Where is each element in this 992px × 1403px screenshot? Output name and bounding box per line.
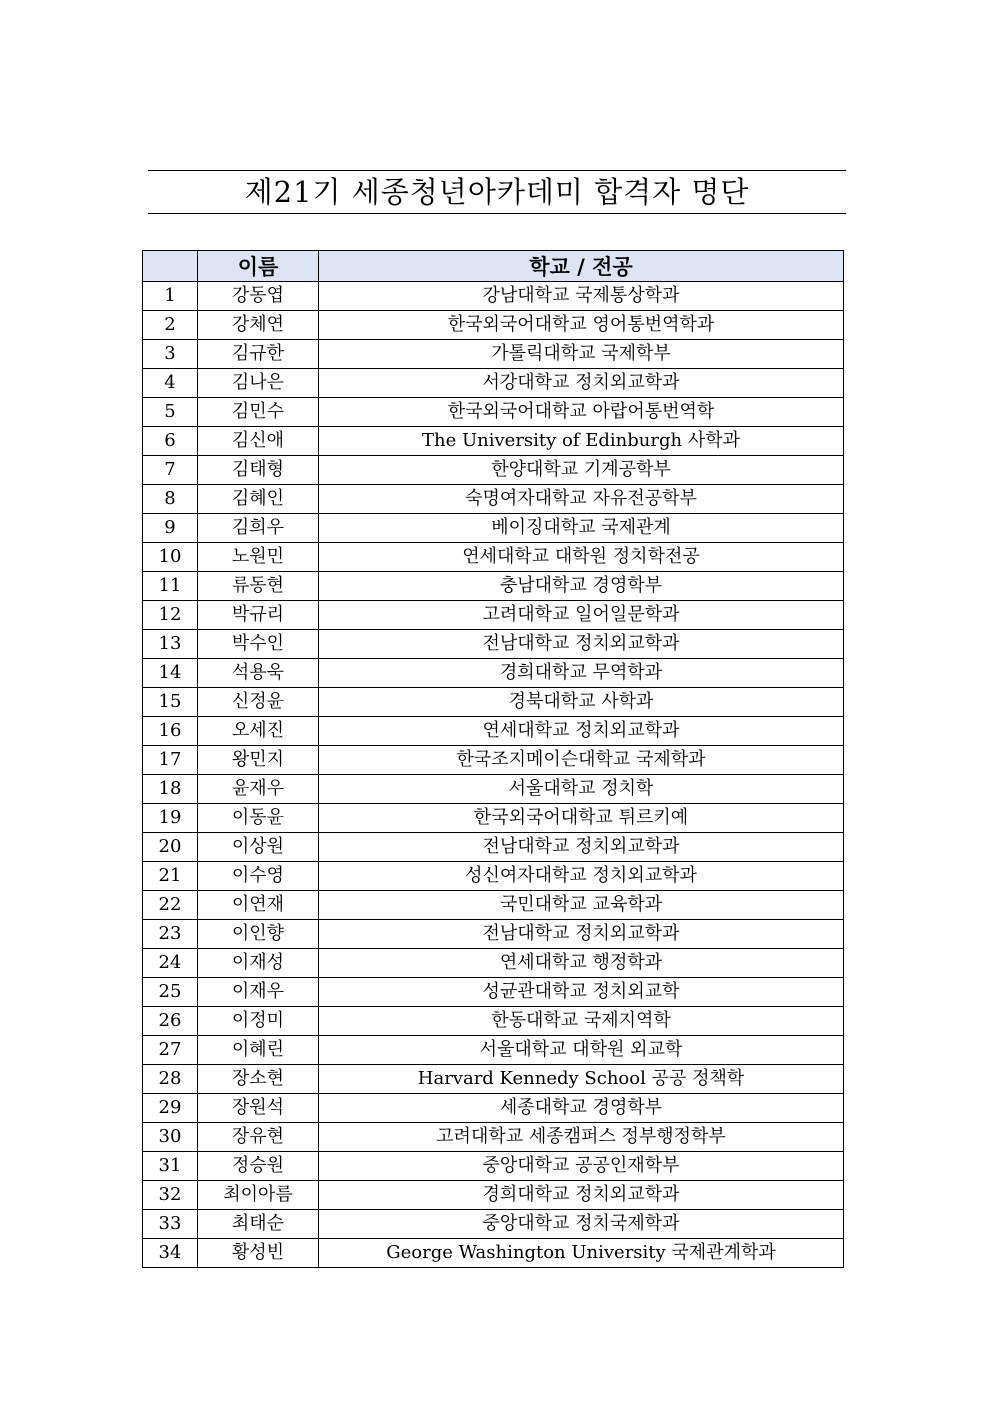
header-cell-number	[143, 251, 198, 282]
table-row	[143, 659, 844, 688]
roster-table-body	[143, 282, 844, 1268]
name-cell: 노원민	[198, 543, 319, 572]
school-major-cell: 한동대학교 국제지역학	[319, 1007, 844, 1036]
row-number-cell: 10	[143, 543, 198, 572]
table-row	[143, 1152, 844, 1181]
name-cell: 이혜린	[198, 1036, 319, 1065]
table-row	[143, 601, 844, 630]
table-row	[143, 514, 844, 543]
header-row	[143, 251, 844, 282]
row-number-cell: 5	[143, 398, 198, 427]
school-major-cell: 충남대학교 경영학부	[319, 572, 844, 601]
table-row	[143, 1210, 844, 1239]
row-number-cell: 4	[143, 369, 198, 398]
table-row	[143, 775, 844, 804]
name-cell: 이인향	[198, 920, 319, 949]
school-major-cell: 강남대학교 국제통상학과	[319, 282, 844, 311]
name-cell: 이동윤	[198, 804, 319, 833]
school-major-cell: 국민대학교 교육학과	[319, 891, 844, 920]
name-cell: 장소현	[198, 1065, 319, 1094]
school-major-cell: 숙명여자대학교 자유전공학부	[319, 485, 844, 514]
table-row	[143, 398, 844, 427]
row-number-cell: 24	[143, 949, 198, 978]
title-rule-bottom	[148, 213, 846, 214]
school-major-cell: 한국외국어대학교 아랍어통번역학	[319, 398, 844, 427]
name-cell: 왕민지	[198, 746, 319, 775]
name-cell: 김나은	[198, 369, 319, 398]
school-major-cell: 전남대학교 정치외교학과	[319, 630, 844, 659]
school-major-cell: 한국조지메이슨대학교 국제학과	[319, 746, 844, 775]
row-number-cell: 29	[143, 1094, 198, 1123]
school-major-cell: 전남대학교 정치외교학과	[319, 920, 844, 949]
row-number-cell: 1	[143, 282, 198, 311]
name-cell: 이연재	[198, 891, 319, 920]
school-major-cell: 서울대학교 정치학	[319, 775, 844, 804]
row-number-cell: 31	[143, 1152, 198, 1181]
table-row	[143, 630, 844, 659]
name-cell: 이상원	[198, 833, 319, 862]
row-number-cell: 6	[143, 427, 198, 456]
table-row	[143, 891, 844, 920]
table-row	[143, 427, 844, 456]
school-major-cell: Harvard Kennedy School 공공 정책학	[319, 1065, 844, 1094]
row-number-cell: 26	[143, 1007, 198, 1036]
school-major-cell: 중앙대학교 정치국제학과	[319, 1210, 844, 1239]
name-cell: 김민수	[198, 398, 319, 427]
school-major-cell: 연세대학교 정치외교학과	[319, 717, 844, 746]
school-major-cell: 고려대학교 세종캠퍼스 정부행정학부	[319, 1123, 844, 1152]
row-number-cell: 25	[143, 978, 198, 1007]
table-row	[143, 1181, 844, 1210]
name-cell: 강동엽	[198, 282, 319, 311]
school-major-cell: 한양대학교 기계공학부	[319, 456, 844, 485]
row-number-cell: 30	[143, 1123, 198, 1152]
table-row	[143, 1007, 844, 1036]
row-number-cell: 32	[143, 1181, 198, 1210]
name-cell: 김희우	[198, 514, 319, 543]
name-cell: 강체연	[198, 311, 319, 340]
row-number-cell: 23	[143, 920, 198, 949]
school-major-cell: 베이징대학교 국제관계	[319, 514, 844, 543]
name-cell: 황성빈	[198, 1239, 319, 1268]
row-number-cell: 12	[143, 601, 198, 630]
row-number-cell: 20	[143, 833, 198, 862]
row-number-cell: 9	[143, 514, 198, 543]
name-cell: 이재성	[198, 949, 319, 978]
row-number-cell: 22	[143, 891, 198, 920]
row-number-cell: 34	[143, 1239, 198, 1268]
row-number-cell: 18	[143, 775, 198, 804]
document-title: 제21기 세종청년아카데미 합격자 명단	[244, 175, 750, 209]
table-row	[143, 746, 844, 775]
name-cell: 이수영	[198, 862, 319, 891]
row-number-cell: 2	[143, 311, 198, 340]
table-row	[143, 456, 844, 485]
school-major-cell: 서강대학교 정치외교학과	[319, 369, 844, 398]
name-cell: 최태순	[198, 1210, 319, 1239]
table-row	[143, 978, 844, 1007]
school-major-cell: 연세대학교 행정학과	[319, 949, 844, 978]
school-major-cell: 경희대학교 정치외교학과	[319, 1181, 844, 1210]
header-cell-school: 학교 / 전공	[319, 251, 844, 282]
table-row	[143, 543, 844, 572]
name-cell: 석용욱	[198, 659, 319, 688]
table-row	[143, 340, 844, 369]
school-major-cell: 서울대학교 대학원 외교학	[319, 1036, 844, 1065]
table-row	[143, 485, 844, 514]
school-major-cell: 세종대학교 경영학부	[319, 1094, 844, 1123]
name-cell: 박규리	[198, 601, 319, 630]
table-row	[143, 717, 844, 746]
name-cell: 장원석	[198, 1094, 319, 1123]
table-row	[143, 1036, 844, 1065]
table-row	[143, 688, 844, 717]
row-number-cell: 14	[143, 659, 198, 688]
school-major-cell: 연세대학교 대학원 정치학전공	[319, 543, 844, 572]
name-cell: 신정윤	[198, 688, 319, 717]
row-number-cell: 13	[143, 630, 198, 659]
school-major-cell: 고려대학교 일어일문학과	[319, 601, 844, 630]
table-row	[143, 862, 844, 891]
name-cell: 김혜인	[198, 485, 319, 514]
row-number-cell: 8	[143, 485, 198, 514]
school-major-cell: 중앙대학교 공공인재학부	[319, 1152, 844, 1181]
name-cell: 김규한	[198, 340, 319, 369]
school-major-cell: 성신여자대학교 정치외교학과	[319, 862, 844, 891]
school-major-cell: 성균관대학교 정치외교학	[319, 978, 844, 1007]
row-number-cell: 11	[143, 572, 198, 601]
row-number-cell: 28	[143, 1065, 198, 1094]
row-number-cell: 27	[143, 1036, 198, 1065]
table-row	[143, 369, 844, 398]
table-row	[143, 833, 844, 862]
school-major-cell: 한국외국어대학교 영어통번역학과	[319, 311, 844, 340]
name-cell: 이재우	[198, 978, 319, 1007]
header-cell-name: 이름	[198, 251, 319, 282]
name-cell: 류동현	[198, 572, 319, 601]
table-row	[143, 282, 844, 311]
row-number-cell: 7	[143, 456, 198, 485]
name-cell: 김신애	[198, 427, 319, 456]
name-cell: 최이아름	[198, 1181, 319, 1210]
table-row	[143, 920, 844, 949]
name-cell: 김태형	[198, 456, 319, 485]
table-row	[143, 1094, 844, 1123]
roster-table	[142, 250, 844, 1268]
school-major-cell: 경북대학교 사학과	[319, 688, 844, 717]
school-major-cell: The University of Edinburgh 사학과	[319, 427, 844, 456]
table-row	[143, 1239, 844, 1268]
row-number-cell: 19	[143, 804, 198, 833]
name-cell: 장유현	[198, 1123, 319, 1152]
roster-table-header	[143, 251, 844, 282]
name-cell: 윤재우	[198, 775, 319, 804]
name-cell: 이정미	[198, 1007, 319, 1036]
table-row	[143, 1123, 844, 1152]
school-major-cell: 경희대학교 무역학과	[319, 659, 844, 688]
table-row	[143, 949, 844, 978]
row-number-cell: 16	[143, 717, 198, 746]
school-major-cell: George Washington University 국제관계학과	[319, 1239, 844, 1268]
school-major-cell: 전남대학교 정치외교학과	[319, 833, 844, 862]
table-row	[143, 1065, 844, 1094]
table-row	[143, 804, 844, 833]
table-row	[143, 311, 844, 340]
row-number-cell: 15	[143, 688, 198, 717]
school-major-cell: 가톨릭대학교 국제학부	[319, 340, 844, 369]
name-cell: 오세진	[198, 717, 319, 746]
row-number-cell: 33	[143, 1210, 198, 1239]
table-row	[143, 572, 844, 601]
name-cell: 박수인	[198, 630, 319, 659]
name-cell: 정승원	[198, 1152, 319, 1181]
row-number-cell: 3	[143, 340, 198, 369]
row-number-cell: 21	[143, 862, 198, 891]
school-major-cell: 한국외국어대학교 튀르키예	[319, 804, 844, 833]
row-number-cell: 17	[143, 746, 198, 775]
